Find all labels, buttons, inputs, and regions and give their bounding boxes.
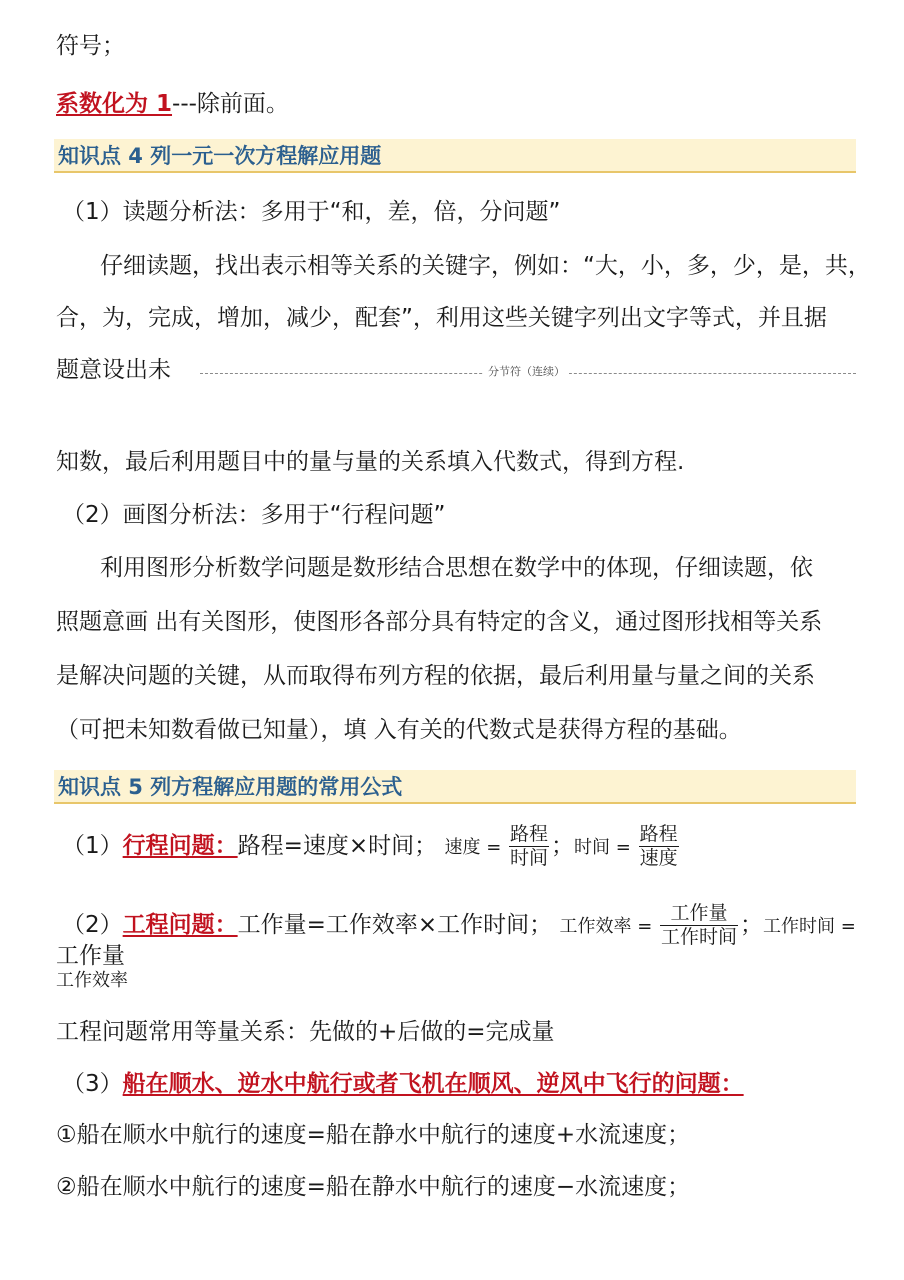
- formula-work-main: 工作量=工作效率×工作时间；: [237, 912, 553, 938]
- work-time-label: 工作时间 =: [763, 916, 856, 937]
- p2-line-d: （可把未知数看做已知量），填 入有关的代数式是获得方程的基础。: [56, 717, 742, 743]
- efficiency-numerator: 工作量: [660, 902, 738, 926]
- speed-label: 速度 =: [444, 837, 508, 858]
- speed-numerator: 路程: [510, 823, 549, 845]
- efficiency-denominator: 工作时间: [661, 926, 738, 948]
- p1-title: （1）读题分析法：多用于“和，差，倍，分问题”: [62, 199, 561, 225]
- time-denominator: 速度: [639, 847, 678, 869]
- time-fraction: [639, 823, 679, 870]
- text-line-2: [56, 88, 289, 120]
- p1-line-d: 知数，最后利用题目中的量与量的关系填入代数式，得到方程.: [56, 449, 685, 475]
- speed-fraction: [509, 823, 549, 870]
- p2-title: （2）画图分析法：多用于“行程问题”: [62, 502, 446, 528]
- formula-work-sep: ；: [740, 912, 764, 938]
- p1-line-a: 仔细读题，找出表示相等关系的关键字，例如：“大，小，多，少，是，共，: [100, 253, 871, 279]
- section-break-label: 分节符（连续）: [484, 364, 569, 380]
- efficiency-label: 工作效率 =: [559, 916, 659, 937]
- speed-denominator: 时间: [510, 847, 549, 869]
- boat-rule-1: ①船在顺水中航行的速度=船在静水中航行的速度+水流速度；: [56, 1122, 691, 1148]
- formula-work-prefix: （2）: [62, 912, 123, 938]
- p2-line-a: 利用图形分析数学问题是数形结合思想在数学中的体现，仔细读题，依: [100, 555, 813, 581]
- p2-line-c: 是解决问题的关键，从而取得布列方程的依据，最后利用量与量之间的关系: [56, 663, 815, 689]
- text-line-2-rest: ---除前面。: [172, 91, 289, 117]
- highlight-coefficient: 系数化为 1: [56, 91, 173, 117]
- formula-boat: [62, 1068, 744, 1100]
- p1-line-c: 题意设出未: [56, 357, 171, 383]
- heading-knowledge-point-4: 知识点 4 列一元一次方程解应用题: [54, 139, 856, 173]
- formula-work-label: 工程问题：: [122, 912, 238, 938]
- time-numerator: 路程: [639, 823, 678, 845]
- work-time-numerator: 工作量: [56, 943, 125, 969]
- formula-travel-main: 路程=速度×时间；: [237, 833, 438, 859]
- heading-knowledge-point-5: 知识点 5 列方程解应用题的常用公式: [54, 770, 856, 804]
- formula-travel-label: 行程问题：: [122, 833, 238, 859]
- p1-line-b: 合，为，完成，增加，减少，配套”，利用这些关键字列出文字等式，并且据: [56, 305, 827, 331]
- efficiency-fraction: [660, 902, 738, 949]
- formula-travel-prefix: （1）: [62, 833, 123, 859]
- time-label: 时间 =: [574, 837, 637, 858]
- formula-travel-sep: ；: [551, 833, 575, 859]
- p2-line-b: 照题意画 出有关图形，使图形各部分具有特定的含义，通过图形找相等关系: [56, 609, 823, 635]
- work-time-denominator: 工作效率: [56, 970, 128, 991]
- work-relation: 工程问题常用等量关系：先做的+后做的=完成量: [56, 1019, 555, 1045]
- text-line-1: 符号；: [56, 33, 125, 59]
- formula-boat-prefix: （3）: [62, 1071, 123, 1097]
- formula-travel: [62, 823, 681, 870]
- formula-boat-label: 船在顺水、逆水中航行或者飞机在顺风、逆风中飞行的问题：: [122, 1071, 744, 1097]
- formula-work: [62, 902, 856, 949]
- boat-rule-2: ②船在顺水中航行的速度=船在静水中航行的速度−水流速度；: [56, 1174, 691, 1200]
